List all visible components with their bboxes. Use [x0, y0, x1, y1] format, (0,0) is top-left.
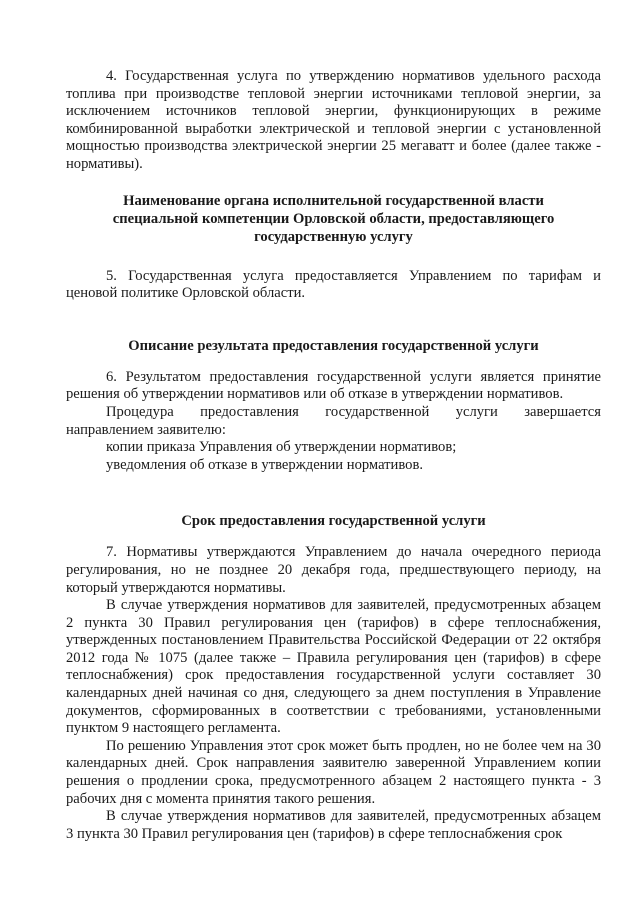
paragraph-7: 7. Нормативы утверждаются Управлением до начала очередного периода регулирования, но не позднее 20 декабря года, предшествующего периоду, на который утверждаются нормативы. [66, 544, 601, 596]
paragraph-6-procedure: Процедура предоставления государственной услуги завершается направлением заявителю: [66, 403, 601, 438]
heading-term: Срок предоставления государственной услуги [181, 513, 486, 530]
list-item-order-copy: копии приказа Управления об утверждении нормативов; [106, 439, 457, 456]
paragraph-7-continued: В случае утверждения нормативов для заявителей, предусмотренных абзацем 3 пункта 30 Правил регулирования цен (тарифов) в сфере теплоснабжения срок [66, 808, 601, 842]
heading-result: Описание результата предоставления государственной услуги [128, 337, 539, 354]
paragraph-5: 5. Государственная услуга предоставляется Управлением по тарифам и ценовой политике Орловской области. [66, 267, 601, 302]
paragraph-4: 4. Государственная услуга по утверждению нормативов удельного расхода топлива при производстве тепловой энергии источниками тепловой энергии, за исключением источников тепловой энергии, функционирующих в режиме комбинированной выработки электрической и тепловой энергии с установленной мощностью производства электрической энергии 25 мегаватт и более (далее также - нормативы). [66, 68, 601, 172]
paragraph-7-extension: По решению Управления этот срок может быть продлен, но не более чем на 30 календарных дней. Срок направления заявителю заверенной Управлением копии решения о продлении срока, предусмотренного абзацем 2 настоящего пункта - 3 рабочих дня с момента принятия такого решения. [66, 737, 601, 807]
list-item-refusal-notice: уведомления об отказе в утверждении нормативов. [106, 456, 423, 473]
heading-authority: Наименование органа исполнительной государственной власти специальной компетенции Орловской области, предоставляющего государственную услугу [112, 192, 555, 245]
paragraph-6: 6. Результатом предоставления государственной услуги является принятие решения об утверждении нормативов или об отказе в утверждении нормативов. [66, 368, 601, 403]
paragraph-7-term: В случае утверждения нормативов для заявителей, предусмотренных абзацем 2 пункта 30 Правил регулирования цен (тарифов) в сфере теплоснабжения, утвержденных постановлением Правительства Российской Федерации от 22 октября 2012 года № 1075 (далее также – Правила регулирования цен (тарифов) в сфере теплоснабжения) срок предоставления государственной услуги составляет 30 календарных дней начиная со дня, следующего за днем поступления в Управление документов, сформированных в соответствии с требованиями, установленными пунктом 9 настоящего регламента. [66, 597, 601, 737]
